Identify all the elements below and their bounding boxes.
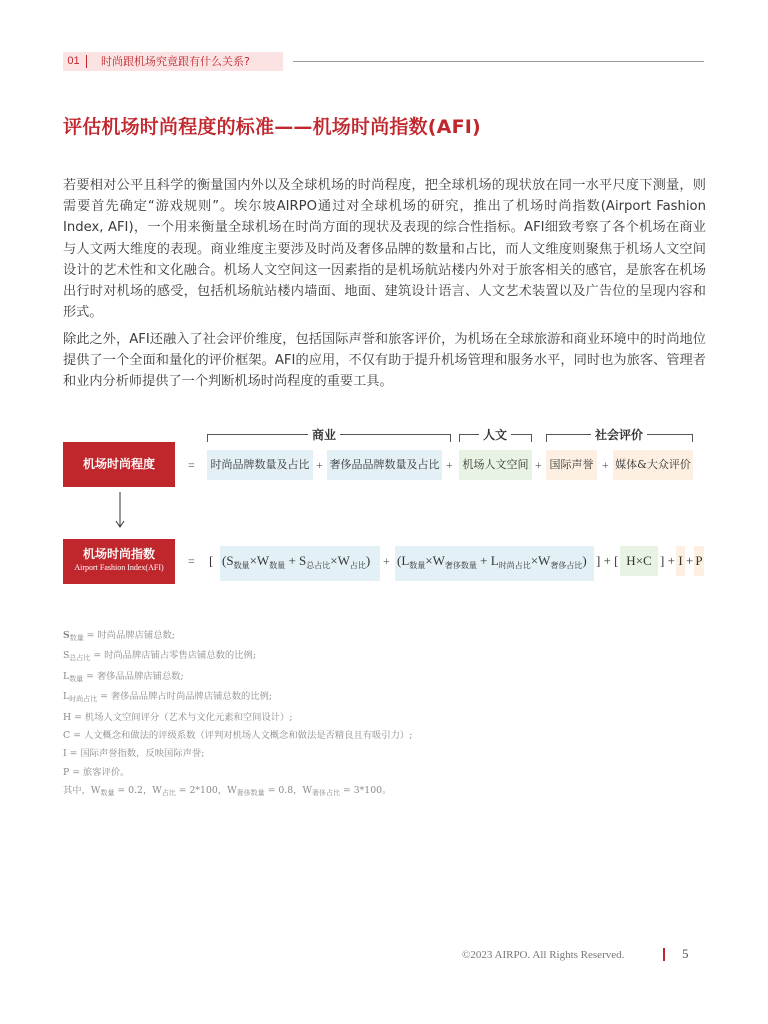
term-fashion-brands: 时尚品牌数量及占比 [207,450,313,480]
afi-formula-close: ] + [660,553,675,568]
term-cultural-space: 机场人文空间 [459,450,532,480]
afi-formula-p: P [694,546,704,576]
header-rule [293,61,704,62]
page-heading: 评估机场时尚程度的标准——机场时尚指数(AFI) [63,116,481,138]
copyright-text: ©2023 AIRPO. All Rights Reserved. [462,949,625,961]
group-label-culture: 人文 [479,426,511,443]
term-luxury-brands: 奢侈品品牌数量及占比 [327,450,442,480]
group-label-social: 社会评价 [591,426,647,443]
legend-item: H = 机场人文空间评分（艺术与文化元素和空间设计）; [63,711,293,723]
legend-item: P = 旅客评价。 [63,766,130,778]
plus-sign: + [535,458,542,472]
section-title: 时尚跟机场究竟跟有什么关系? [101,55,250,68]
legend-item: C = 人文概念和做法的评级系数（评判对机场人文概念和做法是否精良且有吸引力）; [63,730,413,742]
term-media-reviews: 媒体&大众评价 [613,450,693,480]
afi-formula-open: [ [209,553,214,568]
footer-divider [663,948,665,961]
legend-item: $S_{数量}$ = 时尚品牌店铺总数; [63,630,175,642]
afi-formula-commerce-luxury: $(L_{数量}\times W_{奢侈数量} + L_{时尚占比}\times W_{奢侈占比})$ [395,546,594,581]
equals-sign: = [188,554,195,568]
section-divider [86,55,87,68]
afi-formula-i: I [676,546,685,576]
paragraph-2: 除此之外，AFI还融入了社会评价维度，包括国际声誉和旅客评价，为机场在全球旅游和商业环境中的时尚地位提供了一个全面和量化的评价框架。AFI的应用，不仅有助于提升机场管理和服务水平，同时也为旅客、管理者和业内分析师提供了一个判断机场时尚程度的重要工具。 [63,332,706,390]
equals-sign: = [188,458,195,472]
legend-item: $S_{总占比}$ = 时尚品牌店铺占零售店铺总数的比例; [63,650,256,663]
afi-box-title: 机场时尚指数 [82,547,155,561]
plus-sign: + [316,458,323,472]
legend-list [63,627,663,803]
plus-sign: + [446,458,453,472]
legend-item: I = 国际声誉指数，反映国际声誉; [63,748,205,760]
airport-fashion-level-box: 机场时尚程度 [63,442,175,487]
afi-formula-culture: H×C [620,546,658,576]
legend-item: $L_{数量}$ = 奢侈品品牌店铺总数; [63,670,184,683]
group-label-commerce: 商业 [308,426,340,443]
plus-sign: + [383,554,390,568]
afi-formula-join: ] + [ [596,553,619,568]
afi-box [63,539,175,584]
term-reputation: 国际声誉 [546,450,597,480]
paragraph-1: 若要相对公平且科学的衡量国内外以及全球机场的时尚程度，把全球机场的现状放在同一水平尺度下测量，则需要首先确定“游戏规则”。埃尔坡AIRPO通过对全球机场的研究，推出了机场时尚指数(Airport Fashion Index, AFI)，一个用来衡量全球机场在时尚方面的现状及表现的综合性指标。AFI细致考察了各个机场在商业与人文两大维度的表现。商业维度主要涉及时尚及奢侈品牌的数量和占比，而人文维度则聚焦于机场人文空间设计的艺术性和文化融合。机场人文空间这一因素指的是机场航站楼内外对于旅客相关的感官，是旅客在机场出行时对机场的感受，包括机场航站楼内墙面、地面、建筑设计语言、人文艺术装置以及广告位的呈现内容和形式。 [63,178,706,321]
page-number: 5 [682,946,689,961]
afi-formula-commerce-fashion: $(S_{数量}\times W_{数量} + S_{总占比}\times W_{占比})$ [220,546,380,581]
plus-sign: + [686,553,694,568]
legend-item: $L_{时尚占比}$ = 奢侈品品牌占时尚品牌店铺总数的比例; [63,691,273,704]
down-arrow-icon [112,490,128,532]
afi-box-subtitle: Airport Fashion Index(AFI) [74,563,164,572]
legend-weights: 其中，$W_{数量} = 0.2$，$W_{占比} = 2*100$，$W_{奢侈数量} = 0.8$，$W_{奢侈占比} = 3*100$。 [63,785,392,798]
section-number: 01 [67,55,80,67]
plus-sign: + [602,458,609,472]
